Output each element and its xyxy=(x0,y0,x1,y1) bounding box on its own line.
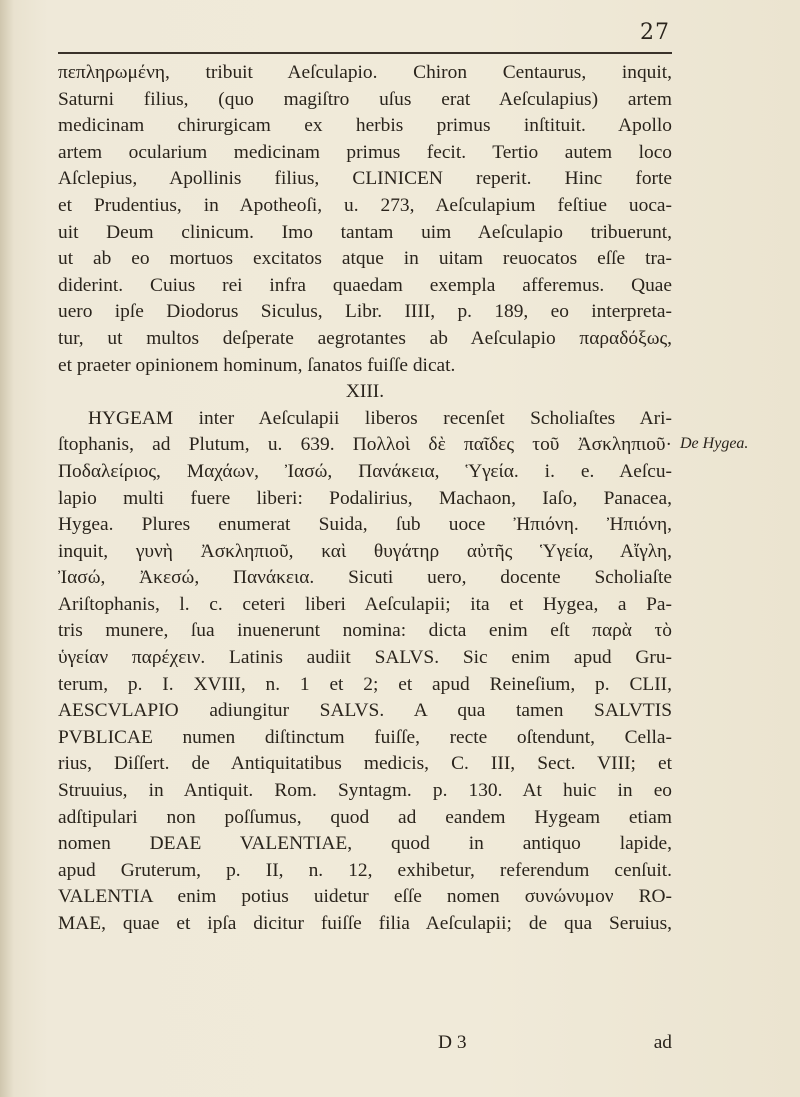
text-line: medicinam chirurgicam ex herbis primus inſtituit. Apollo xyxy=(58,115,672,137)
text-line: diderint. Cuius rei infra quaedam exempla afferemus. Quae xyxy=(58,274,672,296)
text-line: Struuius, in Antiquit. Rom. Syntagm. p. 130. At huic in eo xyxy=(58,780,672,802)
text-line: Aſclepius, Apollinis filius, CLINICEN reperit. Hinc forte xyxy=(58,168,672,190)
text-line: uit Deum clinicum. Imo tantam uim Aeſculapio tribuerunt, xyxy=(58,221,672,243)
text-line: artem ocularium medicinam primus fecit. Tertio autem loco xyxy=(58,141,672,163)
text-line: ut ab eo mortuos excitatos atque in uitam reuocatos eſſe tra- xyxy=(58,248,672,270)
text-line: AESCVLAPIO adiungitur SALVS. A qua tamen SALVTIS xyxy=(58,700,672,722)
text-line: terum, p. I. XVIII, n. 1 et 2; et apud Reineſium, p. CLII, xyxy=(58,673,672,695)
text-line: HYGEAM inter Aeſculapii liberos recenſet Scholiaſtes Ari- xyxy=(88,407,672,429)
text-line: tris munere, ſua inuenerunt nomina: dicta enim eſt παρὰ τὸ xyxy=(58,620,672,642)
text-line: et Prudentius, in Apotheoſi, u. 273, Aeſculapium feſtiue uoca- xyxy=(58,194,672,216)
text-line: Ariſtophanis, l. c. ceteri liberi Aeſculapii; ita et Hygea, a Pa- xyxy=(58,593,672,615)
text-line: Ἰασώ, Ἀκεσώ, Πανάκεια. Sicuti uero, docente Scholiaſte xyxy=(58,567,672,589)
text-line: πεπληρωμένη, tribuit Aeſculapio. Chiron Centaurus, inquit, xyxy=(58,62,672,83)
text-line: inquit, γυνὴ Ἀσκληπιοῦ, καὶ θυγάτηρ αὐτῆς Ὑγεία, Αἴγλη, xyxy=(58,540,672,562)
text-line: apud Gruterum, p. II, n. 12, exhibetur, referendum cenſuit. xyxy=(58,859,672,881)
text-line: lapio multi fuere liberi: Podalirius, Machaon, Iaſo, Panacea, xyxy=(58,487,672,509)
page-number: 27 xyxy=(640,20,670,45)
text-line: et praeter opinionem hominum, ſanatos fuiſſe dicat. xyxy=(58,354,456,376)
text-line: PVBLICAE numen diſtinctum fuiſſe, recte oſtendunt, Cella- xyxy=(58,726,672,748)
text-line: Hygea. Plures enumerat Suida, ſub uoce Ἠπιόνη. Ἠπιόνη, xyxy=(58,514,672,536)
catchword: ad xyxy=(653,1032,672,1053)
text-line: tur, ut multos deſperate aegrotantes ab Aeſculapio παραδόξως, xyxy=(58,327,672,349)
section-heading: XIII. xyxy=(345,381,385,403)
text-line: VALENTIA enim potius uidetur eſſe nomen συνώνυμον RO- xyxy=(58,886,672,908)
text-line: MAE, quae et ipſa dicitur fuiſſe filia Aeſculapii; de qua Seruius, xyxy=(58,913,672,934)
body-text xyxy=(58,60,672,938)
header-rule xyxy=(58,52,672,54)
text-line: ὑγείαν παρέχειν. Latinis audiit SALVS. Sic enim apud Gru- xyxy=(58,647,672,669)
text-line: Saturni filius, (quo magiſtro uſus erat Aeſculapius) artem xyxy=(58,88,672,110)
margin-note: De Hygea. xyxy=(680,435,749,452)
text-line: nomen DEAE VALENTIAE, quod in antiquo lapide, xyxy=(58,833,672,855)
text-line: uero ipſe Diodorus Siculus, Libr. IIII, p. 189, eo interpreta- xyxy=(58,301,672,323)
page-gutter xyxy=(0,0,14,1097)
text-line: ſtophanis, ad Plutum, u. 639. Πολλοὶ δὲ παῖδες τοῦ Ἀσκληπιοῦ· xyxy=(58,434,672,456)
text-line: Ποδαλείριος, Μαχάων, Ἰασώ, Πανάκεια, Ὑγεία. i. e. Aeſcu- xyxy=(58,460,672,482)
text-line: adſtipulari non poſſumus, quod ad eandem Hygeam etiam xyxy=(58,806,672,828)
signature-mark: D 3 xyxy=(438,1032,467,1053)
text-line: rius, Diſſert. de Antiquitatibus medicis, C. III, Sect. VIII; et xyxy=(58,753,672,775)
